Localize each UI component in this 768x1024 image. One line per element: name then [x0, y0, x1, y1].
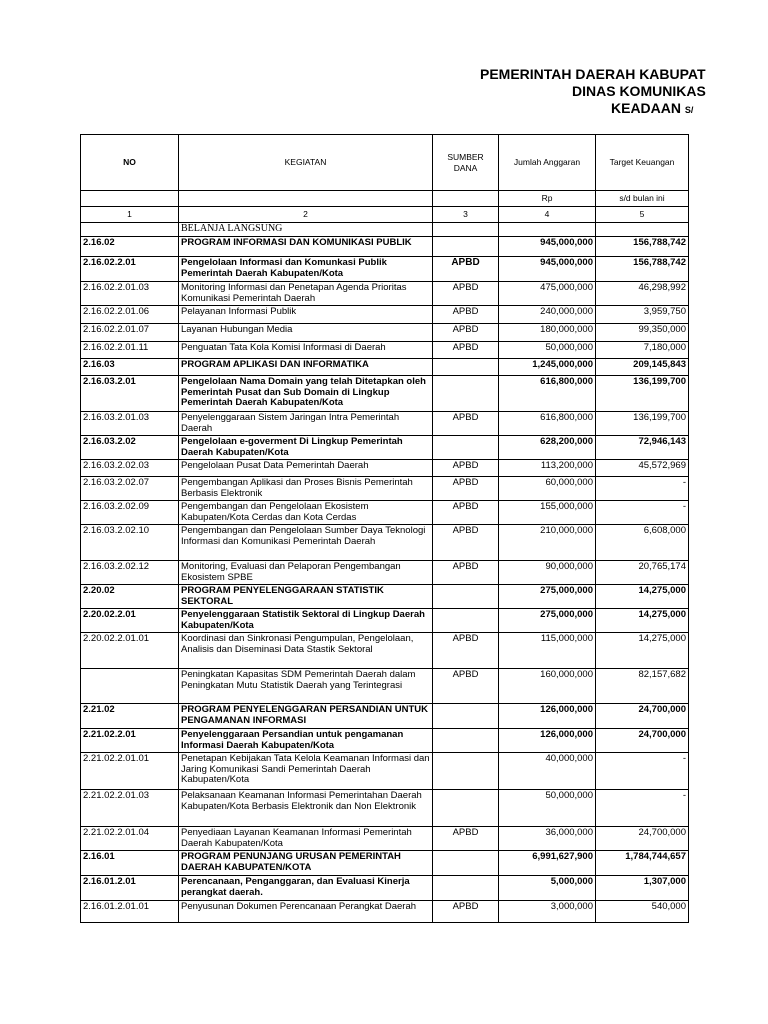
row-jumlah: 275,000,000	[499, 585, 596, 609]
row-no: 2.20.02.2.01	[81, 609, 179, 633]
row-target: -	[596, 753, 689, 790]
row-sumber	[433, 609, 499, 633]
row-sumber: APBD	[433, 501, 499, 525]
row-jumlah: 616,800,000	[499, 376, 596, 412]
table-unit-row	[81, 191, 689, 207]
row-kegiatan: Peningkatan Kapasitas SDM Pemerintah Daerah dalam Peningkatan Mutu Statistik Daerah yang Terintegrasi	[179, 669, 433, 704]
row-no: 2.16.03.2.02.07	[81, 477, 179, 501]
row-kegiatan: Koordinasi dan Sinkronasi Pengumpulan, Pengelolaan, Analisis dan Diseminasi Data Stastik Sektoral	[179, 633, 433, 669]
table-row	[81, 376, 689, 412]
row-target: 14,275,000	[596, 609, 689, 633]
row-jumlah: 3,000,000	[499, 901, 596, 923]
row-no: 2.20.02.2.01.01	[81, 633, 179, 669]
row-jumlah: 628,200,000	[499, 436, 596, 460]
table-row	[81, 633, 689, 669]
row-no: 2.16.02.2.01	[81, 257, 179, 282]
row-kegiatan: Penguatan Tata Kola Komisi Informasi di Daerah	[179, 342, 433, 359]
row-kegiatan: Pengelolaan e-goverment Di Lingkup Pemerintah Daerah Kabupaten/Kota	[179, 436, 433, 460]
row-kegiatan: PROGRAM PENYELENGGARAN PERSANDIAN UNTUK PENGAMANAN INFORMASI	[179, 704, 433, 729]
table-row	[81, 901, 689, 923]
row-jumlah: 240,000,000	[499, 306, 596, 324]
row-kegiatan: Pelaksanaan Keamanan Informasi Pemerintahan Daerah Kabupaten/Kota Berbasis Elektronik dan Non Elektronik	[179, 790, 433, 827]
row-jumlah: 155,000,000	[499, 501, 596, 525]
header-line-1: PEMERINTAH DAERAH KABUPAT	[480, 66, 706, 82]
row-target: 82,157,682	[596, 669, 689, 704]
row-no: 2.16.02.2.01.06	[81, 306, 179, 324]
col-number-2: 2	[179, 207, 433, 223]
row-sumber: APBD	[433, 901, 499, 923]
row-jumlah: 945,000,000	[499, 257, 596, 282]
row-target: 24,700,000	[596, 827, 689, 851]
row-no: 2.16.03.2.02.09	[81, 501, 179, 525]
unit-jumlah: Rp	[499, 191, 596, 207]
row-target: -	[596, 477, 689, 501]
row-kegiatan: PROGRAM PENYELENGGARAAN STATISTIK SEKTORAL	[179, 585, 433, 609]
row-target: 6,608,000	[596, 525, 689, 561]
row-sumber	[433, 359, 499, 376]
row-jumlah: 1,245,000,000	[499, 359, 596, 376]
table-number-row	[81, 207, 689, 223]
budget-table	[80, 134, 689, 923]
row-sumber: APBD	[433, 306, 499, 324]
row-kegiatan: Perencanaan, Penganggaran, dan Evaluasi Kinerja perangkat daerah.	[179, 876, 433, 901]
table-row	[81, 585, 689, 609]
row-jumlah: 126,000,000	[499, 704, 596, 729]
row-kegiatan: PROGRAM PENUNJANG URUSAN PEMERINTAH DAERAH KABUPATEN/KOTA	[179, 851, 433, 876]
row-no: 2.20.02	[81, 585, 179, 609]
row-no: 2.21.02.2.01.01	[81, 753, 179, 790]
table-row	[81, 501, 689, 525]
row-jumlah: 5,000,000	[499, 876, 596, 901]
row-no: 2.16.03	[81, 359, 179, 376]
row-sumber	[433, 753, 499, 790]
row-target: 24,700,000	[596, 729, 689, 753]
row-sumber	[433, 790, 499, 827]
row-no	[81, 669, 179, 704]
table-header-row	[81, 135, 689, 191]
col-number-1: 1	[81, 207, 179, 223]
row-kegiatan: Monitoring, Evaluasi dan Pelaporan Pengembangan Ekosistem SPBE	[179, 561, 433, 585]
row-jumlah: 40,000,000	[499, 753, 596, 790]
row-jumlah: 113,200,000	[499, 460, 596, 477]
row-target: 72,946,143	[596, 436, 689, 460]
row-no: 2.16.01.2.01.01	[81, 901, 179, 923]
col-number-5: 5	[596, 207, 689, 223]
row-no: 2.21.02	[81, 704, 179, 729]
row-sumber: APBD	[433, 525, 499, 561]
document-header	[0, 60, 706, 120]
row-jumlah: 475,000,000	[499, 282, 596, 306]
row-kegiatan: Penyelenggaraan Persandian untuk pengamanan Informasi Daerah Kabupaten/Kota	[179, 729, 433, 753]
row-sumber: APBD	[433, 460, 499, 477]
row-kegiatan: Monitoring Informasi dan Penetapan Agenda Prioritas Komunikasi Pemerintah Daerah	[179, 282, 433, 306]
row-sumber	[433, 704, 499, 729]
row-sumber: APBD	[433, 827, 499, 851]
row-target: 156,788,742	[596, 237, 689, 257]
row-sumber	[433, 585, 499, 609]
row-jumlah: 616,800,000	[499, 412, 596, 436]
row-jumlah: 210,000,000	[499, 525, 596, 561]
row-sumber: APBD	[433, 324, 499, 342]
row-no: 2.16.03.2.02.10	[81, 525, 179, 561]
col-header-target: Target Keuangan	[596, 135, 689, 191]
row-kegiatan: PROGRAM APLIKASI DAN INFORMATIKA	[179, 359, 433, 376]
row-jumlah: 945,000,000	[499, 237, 596, 257]
header-line-2: DINAS KOMUNIKAS	[572, 83, 706, 99]
unit-target: s/d bulan ini	[596, 191, 689, 207]
row-no: 2.16.01	[81, 851, 179, 876]
belanja-row	[81, 223, 689, 237]
row-kegiatan: Penetapan Kebijakan Tata Kelola Keamanan Informasi dan Jaring Komunikasi Sandi Pemerintah Daerah Kabupaten/Kota	[179, 753, 433, 790]
row-target: 45,572,969	[596, 460, 689, 477]
table-row	[81, 729, 689, 753]
row-no: 2.21.02.2.01	[81, 729, 179, 753]
row-kegiatan: Penyelenggaraan Sistem Jaringan Intra Pemerintah Daerah	[179, 412, 433, 436]
table-row	[81, 753, 689, 790]
row-kegiatan: Layanan Hubungan Media	[179, 324, 433, 342]
row-target: 99,350,000	[596, 324, 689, 342]
table-row	[81, 851, 689, 876]
table-row	[81, 827, 689, 851]
table-row	[81, 525, 689, 561]
col-header-no: NO	[81, 135, 179, 191]
row-kegiatan: Pengelolaan Nama Domain yang telah Ditetapkan oleh Pemerintah Pusat dan Sub Domain di Lingkup Pemerintah Daerah Kabupaten/Kota	[179, 376, 433, 412]
row-kegiatan: Pengelolaan Informasi dan Komunkasi Publik Pemerintah Daerah Kabupaten/Kota	[179, 257, 433, 282]
row-kegiatan: Pengembangan dan Pengelolaan Sumber Daya Teknologi Informasi dan Komunikasi Pemerintah Daerah	[179, 525, 433, 561]
table-row	[81, 342, 689, 359]
row-jumlah: 275,000,000	[499, 609, 596, 633]
col-header-kegiatan: KEGIATAN	[179, 135, 433, 191]
table-row	[81, 704, 689, 729]
row-target: 7,180,000	[596, 342, 689, 359]
row-kegiatan: Pelayanan Informasi Publik	[179, 306, 433, 324]
header-line-3-small: S/	[684, 105, 694, 115]
row-jumlah: 126,000,000	[499, 729, 596, 753]
row-jumlah: 90,000,000	[499, 561, 596, 585]
row-target: -	[596, 790, 689, 827]
row-target: 14,275,000	[596, 585, 689, 609]
row-kegiatan: Pengembangan Aplikasi dan Proses Bisnis Pemerintah Berbasis Elektronik	[179, 477, 433, 501]
table-row	[81, 460, 689, 477]
row-target: 156,788,742	[596, 257, 689, 282]
table-row	[81, 561, 689, 585]
row-target: 136,199,700	[596, 376, 689, 412]
row-jumlah: 115,000,000	[499, 633, 596, 669]
row-target: 540,000	[596, 901, 689, 923]
row-kegiatan: Penyediaan Layanan Keamanan Informasi Pemerintah Daerah Kabupaten/Kota	[179, 827, 433, 851]
row-no: 2.16.02.2.01.11	[81, 342, 179, 359]
row-kegiatan: Penyelenggaraan Statistik Sektoral di Lingkup Daerah Kabupaten/Kota	[179, 609, 433, 633]
row-sumber	[433, 851, 499, 876]
row-no: 2.16.03.2.01.03	[81, 412, 179, 436]
row-target: 1,307,000	[596, 876, 689, 901]
col-number-4: 4	[499, 207, 596, 223]
table-row	[81, 282, 689, 306]
row-no: 2.16.01.2.01	[81, 876, 179, 901]
row-no: 2.16.03.2.02.12	[81, 561, 179, 585]
row-no: 2.16.03.2.02.03	[81, 460, 179, 477]
row-sumber	[433, 237, 499, 257]
row-sumber: APBD	[433, 282, 499, 306]
row-no: 2.16.02.2.01.07	[81, 324, 179, 342]
col-number-3: 3	[433, 207, 499, 223]
row-sumber: APBD	[433, 412, 499, 436]
row-sumber: APBD	[433, 477, 499, 501]
table-row	[81, 306, 689, 324]
row-jumlah: 6,991,627,900	[499, 851, 596, 876]
row-sumber	[433, 729, 499, 753]
row-no: 2.16.02.2.01.03	[81, 282, 179, 306]
row-target: 24,700,000	[596, 704, 689, 729]
row-target: -	[596, 501, 689, 525]
table-row	[81, 477, 689, 501]
col-header-jumlah: Jumlah Anggaran	[499, 135, 596, 191]
row-no: 2.16.03.2.02	[81, 436, 179, 460]
row-jumlah: 50,000,000	[499, 790, 596, 827]
row-jumlah: 50,000,000	[499, 342, 596, 359]
row-target: 1,784,744,657	[596, 851, 689, 876]
table-row	[81, 790, 689, 827]
row-jumlah: 180,000,000	[499, 324, 596, 342]
row-target: 209,145,843	[596, 359, 689, 376]
table-row	[81, 876, 689, 901]
col-header-sumber: SUMBER DANA	[433, 135, 499, 191]
row-kegiatan: Penyusunan Dokumen Perencanaan Perangkat Daerah	[179, 901, 433, 923]
table-row	[81, 359, 689, 376]
row-target: 136,199,700	[596, 412, 689, 436]
row-target: 46,298,992	[596, 282, 689, 306]
row-jumlah: 36,000,000	[499, 827, 596, 851]
row-target: 3,959,750	[596, 306, 689, 324]
row-no: 2.21.02.2.01.04	[81, 827, 179, 851]
row-jumlah: 60,000,000	[499, 477, 596, 501]
table-row	[81, 609, 689, 633]
row-kegiatan: Pengelolaan Pusat Data Pemerintah Daerah	[179, 460, 433, 477]
row-sumber: APBD	[433, 669, 499, 704]
row-no: 2.16.03.2.01	[81, 376, 179, 412]
table-row	[81, 436, 689, 460]
row-kegiatan: PROGRAM INFORMASI DAN KOMUNIKASI PUBLIK	[179, 237, 433, 257]
table-row	[81, 257, 689, 282]
row-sumber: APBD	[433, 633, 499, 669]
row-target: 20,765,174	[596, 561, 689, 585]
row-no: 2.21.02.2.01.03	[81, 790, 179, 827]
row-target: 14,275,000	[596, 633, 689, 669]
row-sumber: APBD	[433, 257, 499, 282]
belanja-label: BELANJA LANGSUNG	[179, 223, 433, 237]
row-sumber	[433, 436, 499, 460]
table-row	[81, 324, 689, 342]
row-sumber	[433, 876, 499, 901]
row-sumber	[433, 376, 499, 412]
table-row	[81, 669, 689, 704]
table-row	[81, 237, 689, 257]
header-line-3	[611, 100, 693, 116]
row-kegiatan: Pengembangan dan Pengelolaan Ekosistem Kabupaten/Kota Cerdas dan Kota Cerdas	[179, 501, 433, 525]
row-sumber: APBD	[433, 342, 499, 359]
row-jumlah: 160,000,000	[499, 669, 596, 704]
row-no: 2.16.02	[81, 237, 179, 257]
table-row	[81, 412, 689, 436]
row-sumber: APBD	[433, 561, 499, 585]
header-line-3-main: KEADAAN	[611, 100, 681, 116]
